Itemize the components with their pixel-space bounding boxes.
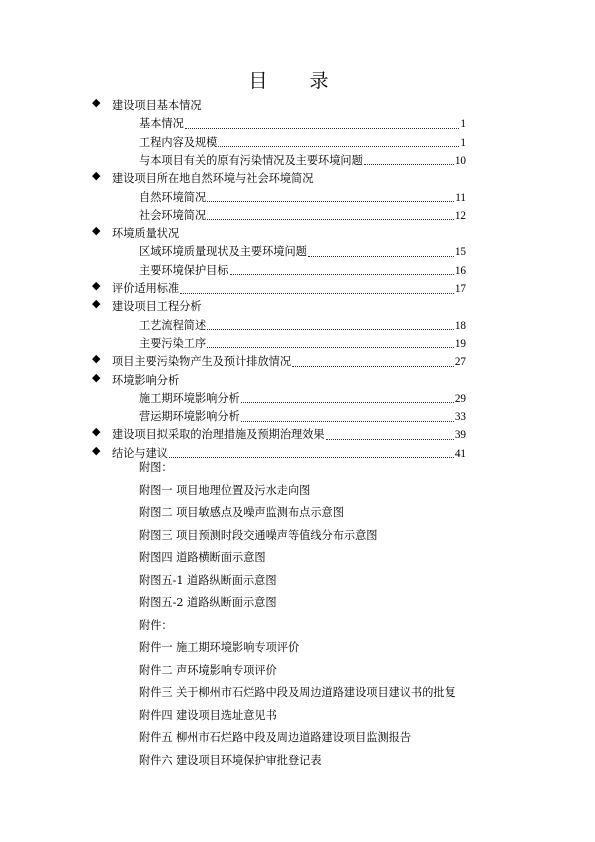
page-number: 41 (454, 447, 466, 460)
toc-entry[interactable] (139, 262, 466, 280)
attachment-item: 附件四 建设项目选址意见书 (139, 708, 277, 722)
diamond-bullet-icon: ◆ (92, 224, 101, 238)
toc-label: 社会环境简况 (139, 208, 207, 222)
attachment-item: 附件五 柳州市石烂路中段及周边道路建设项目监测报告 (139, 731, 412, 744)
dot-leader (207, 321, 454, 330)
toc-entry[interactable] (139, 189, 466, 207)
attachment-item: 附图： (139, 461, 173, 474)
diamond-bullet-icon: ◆ (92, 370, 101, 384)
dot-leader (241, 413, 454, 422)
attachment-item: 附件二 声环境影响专项评价 (139, 663, 277, 677)
toc-section[interactable] (112, 426, 466, 444)
toc-entry[interactable] (139, 390, 466, 408)
page-number: 15 (454, 246, 466, 259)
dot-leader (169, 449, 454, 458)
toc-section[interactable] (112, 298, 202, 316)
page-number: 19 (454, 337, 466, 350)
toc-label: 建设项目工程分析 (112, 300, 202, 314)
dot-leader (207, 193, 454, 202)
toc-label: 项目主要污染物产生及预计排放情况 (112, 355, 292, 369)
page-title: 目 录 (248, 70, 347, 92)
toc-entry[interactable] (139, 408, 466, 426)
page-number: 11 (455, 191, 466, 204)
toc-label: 与本项目有关的原有污染情况及主要环境问题 (139, 153, 363, 167)
diamond-bullet-icon: ◆ (92, 279, 101, 292)
toc-label: 主要环境保护目标 (139, 263, 229, 277)
page-number: 1 (460, 136, 466, 149)
dot-leader (180, 285, 454, 294)
toc-label: 环境质量状况 (112, 227, 180, 241)
toc-entry[interactable] (139, 134, 466, 152)
attachment-item: 附图一 项目地理位置及污水走向图 (139, 483, 311, 497)
dot-leader (207, 211, 454, 220)
toc-section[interactable] (112, 97, 202, 115)
diamond-bullet-icon: ◆ (92, 425, 101, 439)
toc-label: 结论与建议 (112, 446, 168, 460)
page-number: 27 (454, 356, 466, 369)
attachment-item: 附图二 项目敏感点及噪声监测布点示意图 (139, 506, 344, 519)
toc-entry[interactable] (139, 317, 466, 335)
toc-label: 营运期环境影响分析 (139, 410, 240, 424)
toc-section[interactable] (112, 280, 466, 298)
toc-label: 建设项目基本情况 (112, 99, 202, 112)
attachment-item: 附图三 项目预测时段交通噪声等值线分布示意图 (139, 528, 378, 542)
page-number: 18 (454, 319, 466, 332)
dot-leader (364, 156, 454, 165)
diamond-bullet-icon: ◆ (92, 169, 101, 183)
page-number: 29 (454, 392, 466, 405)
page-number: 1 (460, 118, 466, 131)
page-number: 16 (454, 264, 466, 277)
toc-label: 区域环境质量现状及主要环境问题 (139, 245, 307, 259)
page-number: 12 (454, 209, 466, 222)
page-number: 17 (454, 283, 466, 295)
toc-label: 主要污染工序 (139, 336, 207, 350)
toc-label: 施工期环境影响分析 (139, 391, 240, 405)
toc-label: 建设项目拟采取的治理措施及预期治理效果 (112, 428, 325, 442)
diamond-bullet-icon: ◆ (92, 352, 101, 366)
toc-entry[interactable] (139, 207, 466, 225)
toc-entry[interactable] (139, 115, 466, 133)
toc-entry[interactable] (139, 243, 466, 261)
page-number: 39 (454, 429, 466, 442)
toc-section[interactable] (112, 353, 466, 371)
toc-entry[interactable] (139, 335, 466, 353)
toc-entry[interactable] (139, 152, 466, 170)
toc-label: 工程内容及规模 (139, 135, 218, 149)
attachment-item: 附件一 施工期环境影响专项评价 (139, 641, 300, 654)
toc-label: 评价适用标准 (112, 282, 180, 295)
diamond-bullet-icon: ◆ (92, 96, 101, 109)
attachment-item: 附图四 道路横断面示意图 (139, 551, 266, 564)
dot-leader (326, 431, 454, 440)
attachment-item: 附件三 关于柳州市石烂路中段及周边道路建设项目建议书的批复 (139, 686, 456, 699)
toc-label: 工艺流程简述 (139, 318, 207, 332)
toc-label: 基本情况 (139, 117, 184, 131)
page-number: 33 (454, 411, 466, 424)
dot-leader (218, 138, 459, 147)
attachment-item: 附图五-1 道路纵断面示意图 (139, 573, 277, 587)
dot-leader (230, 266, 454, 275)
diamond-bullet-icon: ◆ (92, 443, 101, 457)
dot-leader (241, 394, 454, 403)
attachment-item: 附件六 建设项目环境保护审批登记表 (139, 753, 322, 767)
attachment-item: 附图五-2 道路纵断面示意图 (139, 596, 277, 609)
toc-section[interactable] (112, 372, 179, 390)
diamond-bullet-icon: ◆ (92, 297, 101, 311)
dot-leader (308, 248, 454, 257)
toc-section[interactable] (112, 225, 179, 243)
toc-label: 自然环境简况 (139, 190, 207, 204)
dot-leader (292, 358, 454, 367)
dot-leader (185, 120, 460, 129)
toc-label: 环境影响分析 (112, 373, 180, 387)
attachment-item: 附件： (139, 618, 173, 632)
page-number: 10 (454, 154, 466, 167)
dot-leader (207, 339, 454, 348)
toc-label: 建设项目所在地自然环境与社会环境简况 (112, 172, 314, 186)
toc-section[interactable] (112, 170, 313, 188)
